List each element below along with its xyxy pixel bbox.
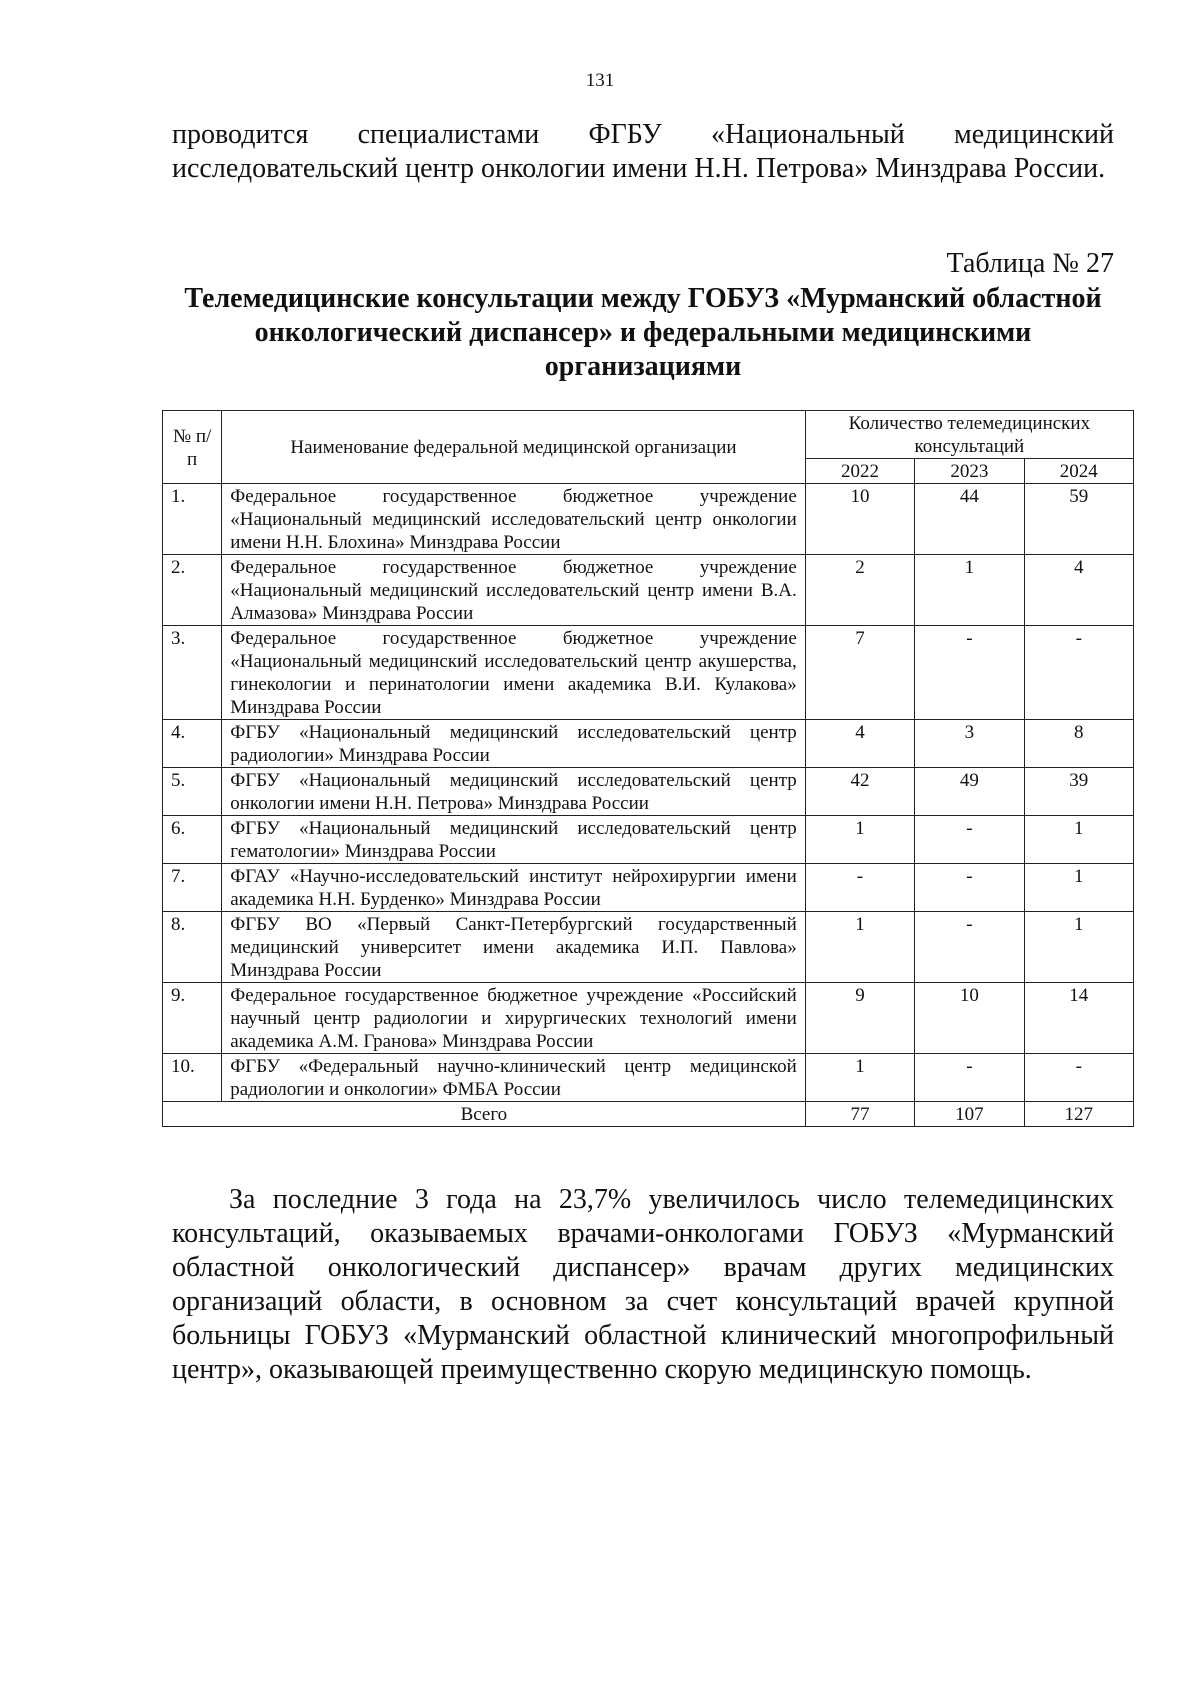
row-value-2024: 39 xyxy=(1024,768,1133,816)
row-value-2023: 3 xyxy=(915,720,1024,768)
row-num: 2. xyxy=(163,555,222,626)
row-value-2022: 42 xyxy=(805,768,914,816)
total-value-2023: 107 xyxy=(915,1102,1024,1127)
row-value-2022: 2 xyxy=(805,555,914,626)
row-value-2022: 10 xyxy=(805,484,914,555)
row-name: ФГБУ ВО «Первый Санкт-Петербургский государственный медицинский университет имени академика И.П. Павлова» Минздрава России xyxy=(222,912,806,983)
row-name: ФГБУ «Национальный медицинский исследовательский центр гематологии» Минздрава России xyxy=(222,816,806,864)
closing-paragraph: За последние 3 года на 23,7% увеличилось число телемедицинских консультаций, оказываемых врачами-онкологами ГОБУЗ «Мурманский областной онкологический диспансер» врачам других медицинских организаций области, в основном за счет консультаций врачей крупной больницы ГОБУЗ «Мурманский областной клинический многопрофильный центр», оказывающей преимущественно скорую медицинскую помощь. xyxy=(172,1184,1114,1385)
row-value-2024: 1 xyxy=(1024,912,1133,983)
row-value-2023: 44 xyxy=(915,484,1024,555)
row-num: 5. xyxy=(163,768,222,816)
header-name: Наименование федеральной медицинской организации xyxy=(222,411,806,484)
row-num: 3. xyxy=(163,626,222,720)
row-value-2024: - xyxy=(1024,1054,1133,1102)
row-value-2024: 1 xyxy=(1024,864,1133,912)
header-year-2022: 2022 xyxy=(805,459,914,484)
row-num: 9. xyxy=(163,983,222,1054)
row-num: 10. xyxy=(163,1054,222,1102)
row-value-2024: 14 xyxy=(1024,983,1133,1054)
header-year-2024: 2024 xyxy=(1024,459,1133,484)
row-value-2023: 1 xyxy=(915,555,1024,626)
table-row xyxy=(163,720,1134,768)
table-row xyxy=(163,555,1134,626)
row-value-2023: - xyxy=(915,816,1024,864)
row-value-2023: 49 xyxy=(915,768,1024,816)
row-value-2023: - xyxy=(915,912,1024,983)
table-row xyxy=(163,1054,1134,1102)
row-name: ФГБУ «Национальный медицинский исследовательский центр радиологии» Минздрава России xyxy=(222,720,806,768)
row-value-2024: 8 xyxy=(1024,720,1133,768)
total-value-2024: 127 xyxy=(1024,1102,1133,1127)
row-value-2023: 10 xyxy=(915,983,1024,1054)
row-name: Федеральное государственное бюджетное учреждение «Национальный медицинский исследовательский центр имени В.А. Алмазова» Минздрава России xyxy=(222,555,806,626)
table-label: Таблица № 27 xyxy=(946,248,1114,279)
row-num: 8. xyxy=(163,912,222,983)
row-value-2023: - xyxy=(915,626,1024,720)
row-value-2023: - xyxy=(915,864,1024,912)
page-number: 131 xyxy=(585,70,615,91)
table-title: Телемедицинские консультации между ГОБУЗ «Мурманский областной онкологический диспансер» и федеральными медицинскими организациями xyxy=(184,283,1102,382)
table-total-row xyxy=(163,1102,1134,1127)
row-value-2022: 1 xyxy=(805,912,914,983)
header-num: № п/п xyxy=(163,411,222,484)
row-value-2024: 4 xyxy=(1024,555,1133,626)
row-num: 4. xyxy=(163,720,222,768)
row-name: ФГБУ «Федеральный научно-клинический центр медицинской радиологии и онкологии» ФМБА России xyxy=(222,1054,806,1102)
table-header-row xyxy=(163,411,1134,459)
table-row xyxy=(163,816,1134,864)
row-num: 7. xyxy=(163,864,222,912)
table-row xyxy=(163,626,1134,720)
row-value-2022: 7 xyxy=(805,626,914,720)
row-value-2024: 1 xyxy=(1024,816,1133,864)
row-num: 6. xyxy=(163,816,222,864)
row-name: Федеральное государственное бюджетное учреждение «Национальный медицинский исследовательский центр акушерства, гинекологии и перинатологии имени академика В.И. Кулакова» Минздрава России xyxy=(222,626,806,720)
table-row xyxy=(163,768,1134,816)
row-num: 1. xyxy=(163,484,222,555)
row-value-2024: 59 xyxy=(1024,484,1133,555)
row-name: ФГБУ «Национальный медицинский исследовательский центр онкологии имени Н.Н. Петрова» Минздрава России xyxy=(222,768,806,816)
row-name: ФГАУ «Научно-исследовательский институт нейрохирургии имени академика Н.Н. Бурденко» Минздрава России xyxy=(222,864,806,912)
row-name: Федеральное государственное бюджетное учреждение «Национальный медицинский исследовательский центр онкологии имени Н.Н. Блохина» Минздрава России xyxy=(222,484,806,555)
intro-paragraph: проводится специалистами ФГБУ «Национальный медицинский исследовательский центр онкологии имени Н.Н. Петрова» Минздрава России. xyxy=(172,119,1114,184)
header-year-2023: 2023 xyxy=(915,459,1024,484)
row-value-2022: 1 xyxy=(805,816,914,864)
row-value-2023: - xyxy=(915,1054,1024,1102)
total-value-2022: 77 xyxy=(805,1102,914,1127)
table-row xyxy=(163,983,1134,1054)
table-row xyxy=(163,912,1134,983)
row-value-2022: 9 xyxy=(805,983,914,1054)
total-label: Всего xyxy=(163,1102,806,1127)
consultations-table xyxy=(162,410,1134,1127)
row-value-2022: 1 xyxy=(805,1054,914,1102)
table-row xyxy=(163,484,1134,555)
table-row xyxy=(163,864,1134,912)
row-value-2022: - xyxy=(805,864,914,912)
row-value-2024: - xyxy=(1024,626,1133,720)
row-name: Федеральное государственное бюджетное учреждение «Российский научный центр радиологии и хирургических технологий имени академика А.М. Гранова» Минздрава России xyxy=(222,983,806,1054)
row-value-2022: 4 xyxy=(805,720,914,768)
header-group: Количество телемедицинских консультаций xyxy=(805,411,1133,459)
